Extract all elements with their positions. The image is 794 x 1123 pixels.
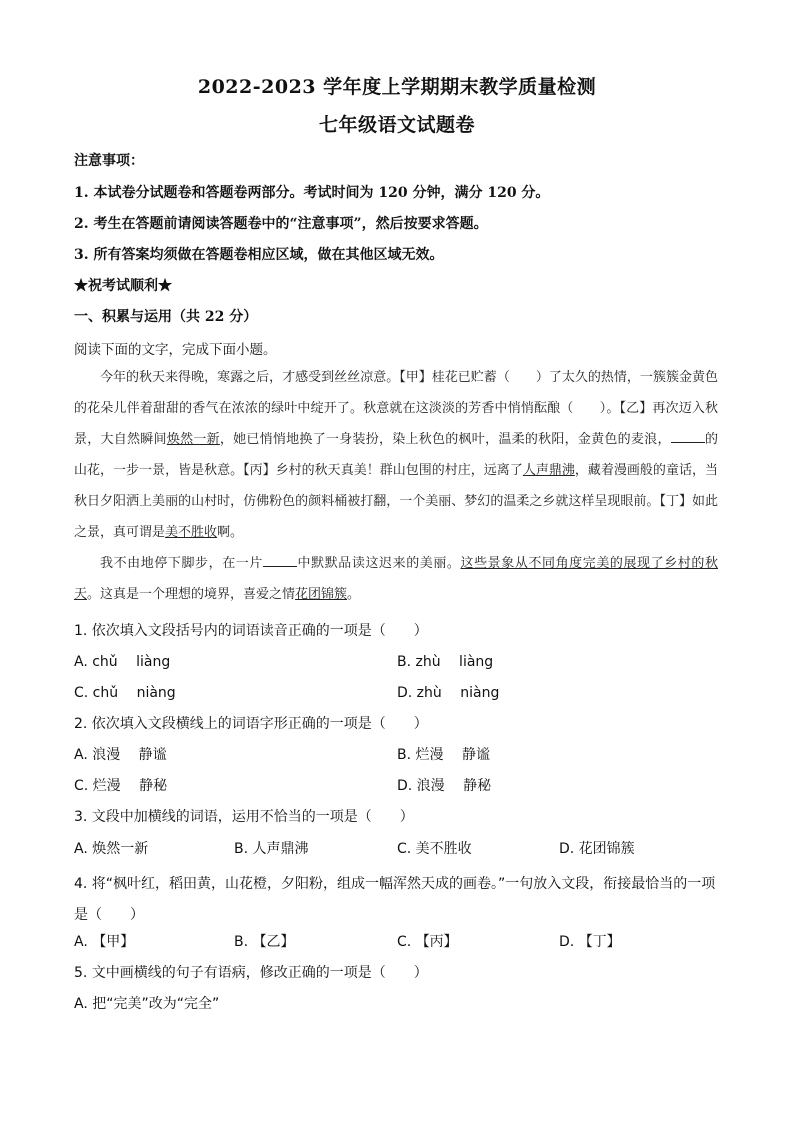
notice-item-3: 3. 所有答案均须做在答题卷相应区域，做在其他区域无效。	[74, 247, 444, 263]
q1-option-a[interactable]: A. chǔ liàng	[74, 654, 171, 670]
fill-blank-1	[671, 430, 705, 443]
q3-option-b[interactable]: B. 人声鼎沸	[234, 841, 309, 857]
q3-option-c[interactable]: C. 美不胜收	[397, 841, 472, 857]
q4-option-c[interactable]: C. 【丙】	[397, 934, 458, 950]
section-heading: 一、积累与运用（共 22 分）	[74, 309, 258, 325]
exam-title: 2022-2023 学年度上学期期末教学质量检测	[197, 76, 597, 98]
question-3-stem: 3. 文段中加横线的词语，运用不恰当的一项是（ ）	[74, 809, 414, 825]
exam-wish: ★祝考试顺利★	[74, 278, 172, 294]
question-4-stem: 4. 将“枫叶红，稻田黄，山花橙，夕阳粉，组成一幅浑然天成的画卷。”一句放入文段，衔接最恰当的一项是（ ）	[74, 876, 716, 923]
q1-option-d[interactable]: D. zhù niàng	[397, 685, 500, 701]
q2-option-a[interactable]: A. 浪漫 静谧	[74, 747, 167, 763]
underlined-word-3: 美不胜收	[165, 525, 218, 540]
q4-option-d[interactable]: D. 【丁】	[559, 934, 621, 950]
question-5-stem: 5. 文中画横线的句子有语病，修改正确的一项是（ ）	[74, 965, 428, 981]
q5-option-a[interactable]: A. 把“完美”改为“完全”	[74, 996, 220, 1012]
q2-option-d[interactable]: D. 浪漫 静秘	[397, 778, 492, 794]
notice-item-2: 2. 考生在答题前请阅读答题卷中的“注意事项”，然后按要求答题。	[74, 216, 488, 232]
reading-passage	[74, 362, 718, 610]
exam-subtitle: 七年级语文试题卷	[318, 114, 475, 136]
q3-option-d[interactable]: D. 花团锦簇	[559, 841, 635, 857]
question-1-stem: 1. 依次填入文段括号内的词语读音正确的一项是（ ）	[74, 623, 428, 639]
q1-option-b[interactable]: B. zhù liàng	[397, 654, 494, 670]
underlined-word-4: 花团锦簇	[295, 587, 348, 602]
q1-option-c[interactable]: C. chǔ niàng	[74, 685, 176, 701]
fill-blank-2	[263, 554, 297, 567]
q4-option-a[interactable]: A. 【甲】	[74, 934, 135, 950]
section-intro: 阅读下面的文字，完成下面小题。	[74, 342, 277, 358]
underlined-sentence: 这些景象从不同角度完美的展现了乡村的秋天	[74, 556, 718, 602]
q3-option-a[interactable]: A. 焕然一新	[74, 841, 149, 857]
underlined-word-2: 人声鼎沸	[522, 463, 575, 478]
question-2-stem: 2. 依次填入文段横线上的词语字形正确的一项是（ ）	[74, 716, 428, 732]
underlined-word-1: 焕然一新	[166, 432, 220, 447]
q4-option-b[interactable]: B. 【乙】	[234, 934, 295, 950]
notice-heading: 注意事项：	[74, 153, 144, 169]
passage-paragraph-1: 今年的秋天来得晚，寒露之后，才感受到丝丝凉意。【甲】桂花已贮蓄（ ）了太久的热情，一簇簇金黄色的花朵儿伴着甜甜的香气在浓浓的绿叶中绽开了。秋意就在这淡淡的芳香中悄悄酝酿（ ）。【乙】再次迈入秋景，大自然瞬间焕然一新，她已悄悄地换了一身装扮，染上秋色的枫叶，温柔的秋阳，金黄色的麦浪， 的山花，一步一景，皆是秋意。【丙】乡村的秋天真美！群山包围的村庄，远离了人声鼎沸，藏着漫画般的童话，当秋日夕阳洒上美丽的山村时，仿佛粉色的颜料桶被打翻，一个美丽、梦幻的温柔之乡就这样呈现眼前。【丁】如此之景，真可谓是美不胜收啊。	[74, 370, 718, 540]
q2-option-c[interactable]: C. 烂漫 静秘	[74, 778, 168, 794]
notice-item-1: 1. 本试卷分试题卷和答题卷两部分。考试时间为 120 分钟，满分 120 分。	[74, 185, 550, 201]
q2-option-b[interactable]: B. 烂漫 静谧	[397, 747, 490, 763]
passage-paragraph-2: 我不由地停下脚步，在一片 中默默品读这迟来的美丽。这些景象从不同角度完美的展现了乡村的秋天。这真是一个理想的境界，喜爱之情花团锦簇。	[74, 556, 718, 602]
